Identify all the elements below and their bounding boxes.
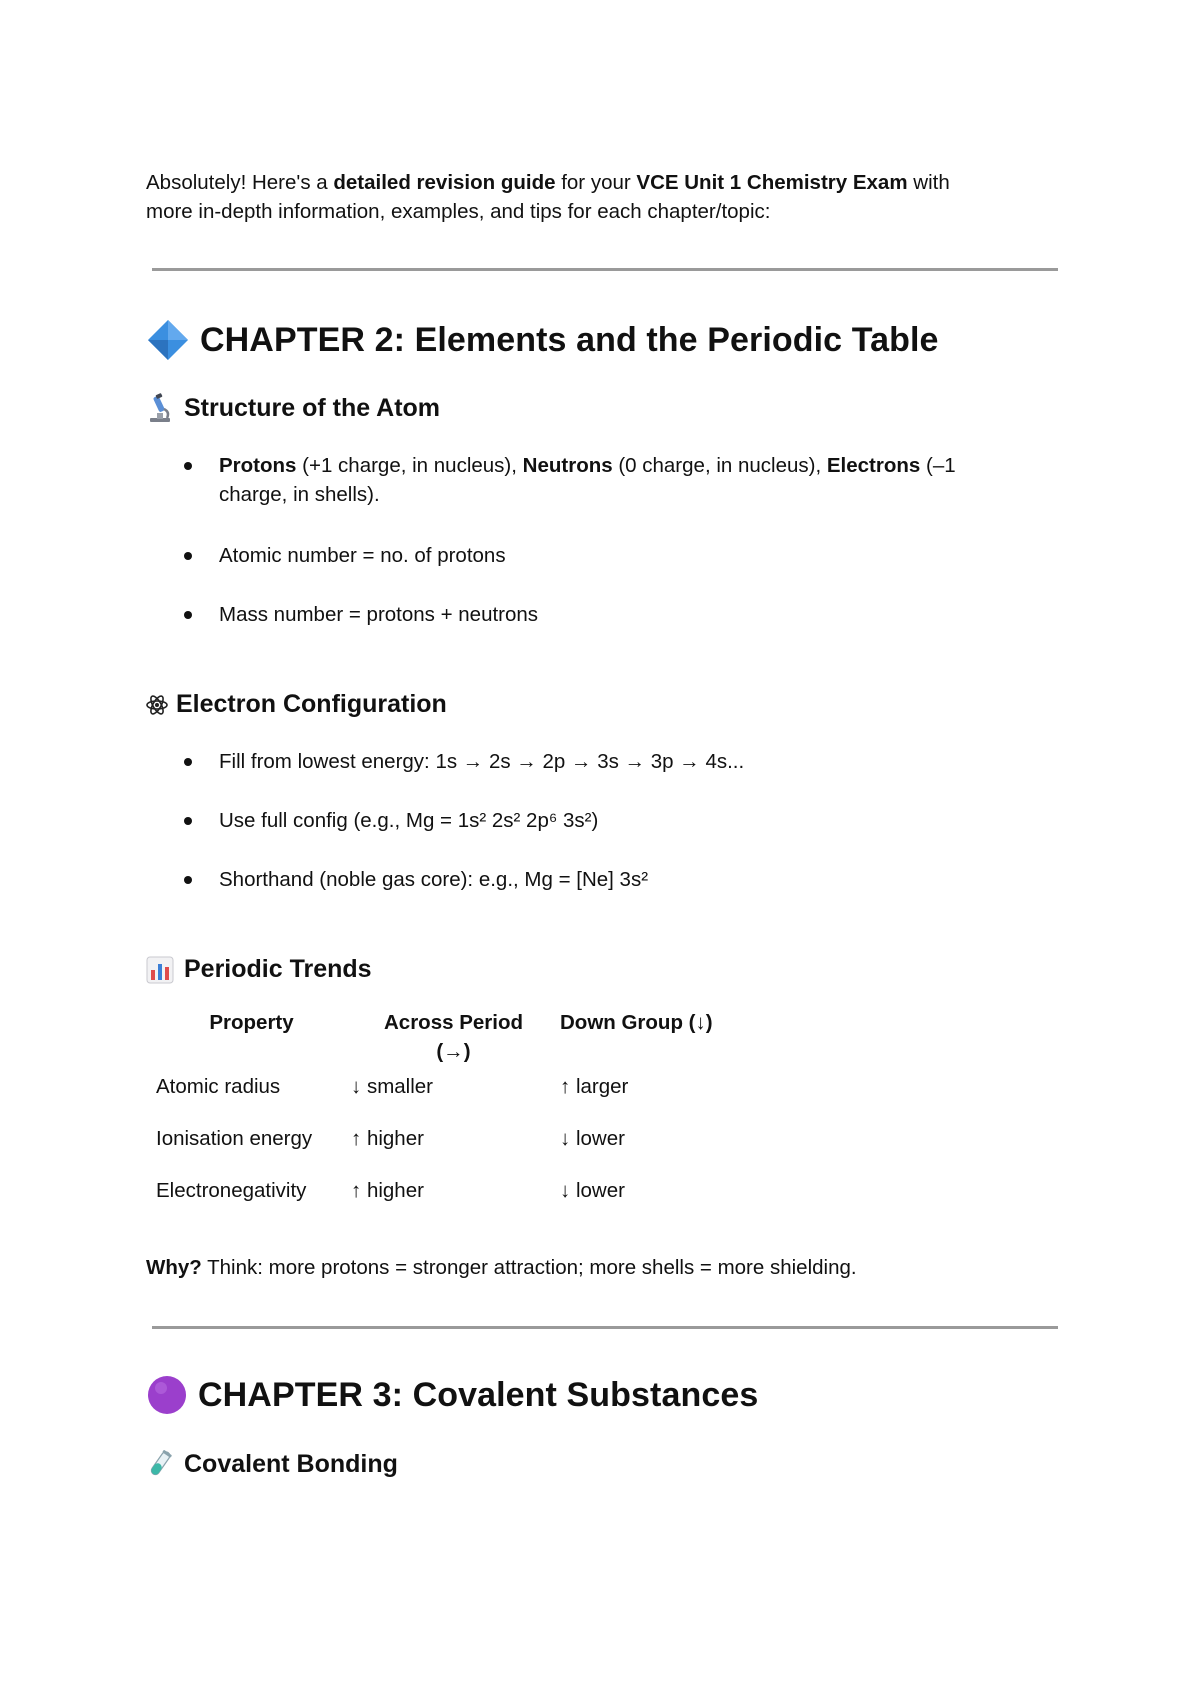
chapter-3-heading	[146, 1374, 758, 1416]
fill-order-text: Fill from lowest energy: 1s → 2s → 2p → 3s → 3p → 4s...	[219, 750, 745, 773]
table-cell: ↑ higher	[351, 1127, 424, 1150]
atom-heading	[146, 393, 440, 423]
intro-bold-2: VCE Unit 1 Chemistry Exam	[636, 171, 908, 194]
atom-list-2	[146, 541, 1066, 570]
chapter-2-title: CHAPTER 2: Elements and the Periodic Table	[200, 320, 939, 359]
trends-table	[156, 1008, 760, 1228]
config-heading-text: Electron Configuration	[176, 690, 447, 718]
table-cell: Ionisation energy	[156, 1127, 313, 1150]
neutrons-term: Neutrons	[522, 454, 613, 477]
bar-chart-icon	[146, 956, 174, 984]
atom-icon	[146, 693, 168, 717]
intro-text-1: Absolutely! Here's a	[146, 171, 334, 194]
atom-list	[146, 451, 1066, 509]
list-item	[146, 541, 1066, 570]
table-cell: Atomic radius	[156, 1075, 281, 1098]
table-cell: Electronegativity	[156, 1179, 307, 1202]
table-row	[156, 1124, 760, 1176]
config-list-3	[146, 865, 1066, 894]
atomic-number-text: Atomic number = no. of protons	[219, 544, 506, 567]
electrons-desc: (–1	[920, 454, 956, 477]
microscope-icon	[146, 393, 174, 423]
blue-diamond-icon	[146, 318, 190, 362]
why-label: Why?	[146, 1256, 202, 1279]
why-note	[146, 1253, 1066, 1282]
why-text: Think: more protons = stronger attraction; more shells = more shielding.	[201, 1256, 857, 1279]
table-cell: ↓ smaller	[351, 1075, 434, 1098]
test-tube-icon	[146, 1449, 174, 1479]
purple-circle-icon	[146, 1374, 188, 1416]
list-item	[146, 747, 1066, 776]
list-item	[146, 865, 1066, 894]
mass-number-text: Mass number = protons + neutrons	[219, 603, 539, 626]
list-item	[146, 600, 1066, 629]
table-row	[156, 1072, 760, 1124]
neutrons-desc: (0 charge, in nucleus),	[612, 454, 827, 477]
intro-paragraph	[146, 168, 1066, 226]
atom-list-3	[146, 600, 1066, 629]
config-list-2	[146, 806, 1066, 835]
divider-middle	[146, 1326, 1058, 1329]
trends-heading	[146, 955, 372, 984]
col-header-across: Across Period (→)	[384, 1011, 523, 1063]
intro-text-3: with	[907, 171, 950, 194]
atom-heading-text: Structure of the Atom	[184, 393, 441, 422]
shorthand-text: Shorthand (noble gas core): e.g., Mg = [Ne] 3s²	[219, 868, 649, 891]
electrons-desc-2: charge, in shells).	[219, 483, 380, 506]
table-cell: ↓ lower	[560, 1127, 625, 1150]
bonding-heading-text: Covalent Bonding	[184, 1449, 398, 1478]
table-cell: ↑ larger	[560, 1075, 629, 1098]
config-list-1	[146, 747, 1066, 776]
list-item	[146, 451, 1066, 509]
intro-bold-1: detailed revision guide	[333, 171, 556, 194]
chapter-3-title: CHAPTER 3: Covalent Substances	[198, 1375, 759, 1414]
protons-term: Protons	[219, 454, 297, 477]
col-header-down: Down Group (↓)	[560, 1011, 713, 1034]
table-cell: ↑ higher	[351, 1179, 424, 1202]
intro-line-2: more in-depth information, examples, and tips for each chapter/topic:	[146, 200, 771, 223]
bonding-heading	[146, 1449, 398, 1479]
protons-desc: (+1 charge, in nucleus),	[296, 454, 523, 477]
divider-top	[146, 268, 1058, 271]
col-header-property: Property	[209, 1011, 294, 1034]
electrons-term: Electrons	[826, 454, 921, 477]
intro-text-2: for your	[555, 171, 637, 194]
full-config-text: Use full config (e.g., Mg = 1s² 2s² 2p⁶ 3s²)	[219, 809, 599, 832]
trends-heading-text: Periodic Trends	[184, 955, 372, 983]
list-item	[146, 806, 1066, 835]
table-row	[156, 1176, 760, 1228]
table-cell: ↓ lower	[560, 1179, 625, 1202]
chapter-2-heading	[146, 318, 939, 362]
config-heading	[146, 690, 447, 719]
